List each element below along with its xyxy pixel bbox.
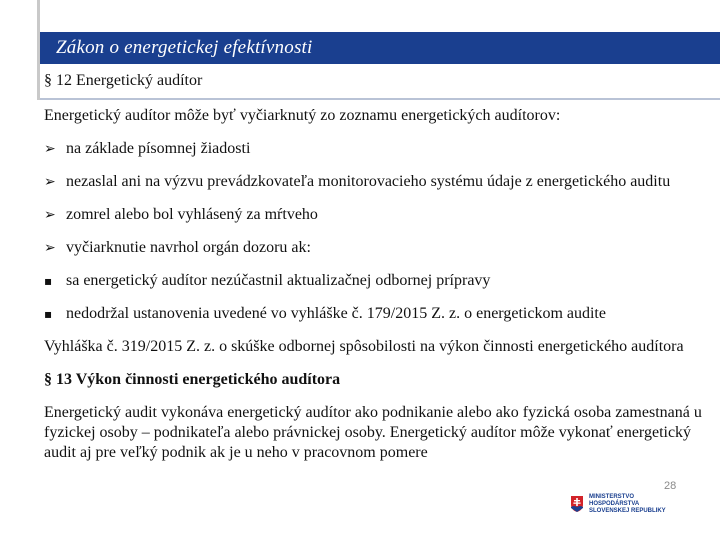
decree-paragraph: Vyhláška č. 319/2015 Z. z. o skúške odbornej spôsobilosti na výkon činnosti energetického audítora: [44, 338, 684, 355]
square-bullet-item: [44, 271, 712, 291]
section-heading: § 12 Energetický audítor: [44, 72, 203, 89]
arrow-bullet-icon: ➢: [44, 240, 56, 256]
bullet-text: zomrel alebo bol vyhlásený za mŕtveho: [66, 206, 318, 223]
arrow-bullet-item: [44, 172, 712, 192]
title-bar: [40, 32, 720, 64]
logo-text: [589, 494, 666, 515]
slovak-emblem-icon: [570, 495, 584, 513]
bullet-text: nezaslal ani na výzvu prevádzkovateľa monitorovacieho systému údaje z energetického auditu: [66, 173, 671, 190]
bullet-text: sa energetický audítor nezúčastnil aktualizačnej odbornej prípravy: [66, 272, 491, 289]
slide-content: [44, 106, 712, 476]
final-paragraph: Energetický audit vykonáva energetický audítor ako podnikanie alebo ako fyzická osoba zamestnaná u fyzickej osoby – podnikateľa alebo právnickej osoby. Energetický audítor môže vykonať energetický audit aj pre veľký podnik ak je u neho v pracovnom pomere: [44, 404, 702, 461]
logo-line: MINISTERSTVO: [589, 493, 635, 500]
arrow-bullet-icon: ➢: [44, 174, 56, 190]
arrow-bullet-item: [44, 205, 712, 225]
bullet-text: vyčiarknutie navrhol orgán dozoru ak:: [66, 239, 311, 256]
slide-title: Zákon o energetickej efektívnosti: [56, 37, 313, 58]
section2-heading: § 13 Výkon činnosti energetického audítora: [44, 371, 341, 388]
square-bullet-icon: ▪: [44, 274, 53, 288]
ministry-logo: [570, 484, 670, 524]
bullet-text: na základe písomnej žiadosti: [66, 140, 251, 157]
section-heading-bar: [40, 64, 720, 100]
arrow-bullet-icon: ➢: [44, 141, 56, 157]
arrow-bullet-icon: ➢: [44, 207, 56, 223]
bullet-text: nedodržal ustanovenia uvedené vo vyhláške č. 179/2015 Z. z. o energetickom audite: [66, 305, 606, 322]
page-number: 28: [664, 480, 677, 492]
arrow-bullet-item: [44, 238, 712, 258]
square-bullet-icon: ▪: [44, 307, 53, 321]
square-bullet-item: [44, 304, 712, 324]
intro-paragraph: Energetický audítor môže byť vyčiarknutý zo zoznamu energetických audítorov:: [44, 107, 561, 124]
arrow-bullet-item: [44, 139, 712, 159]
logo-line: SLOVENSKEJ REPUBLIKY: [589, 507, 666, 514]
logo-line: HOSPODÁRSTVA: [589, 500, 640, 507]
